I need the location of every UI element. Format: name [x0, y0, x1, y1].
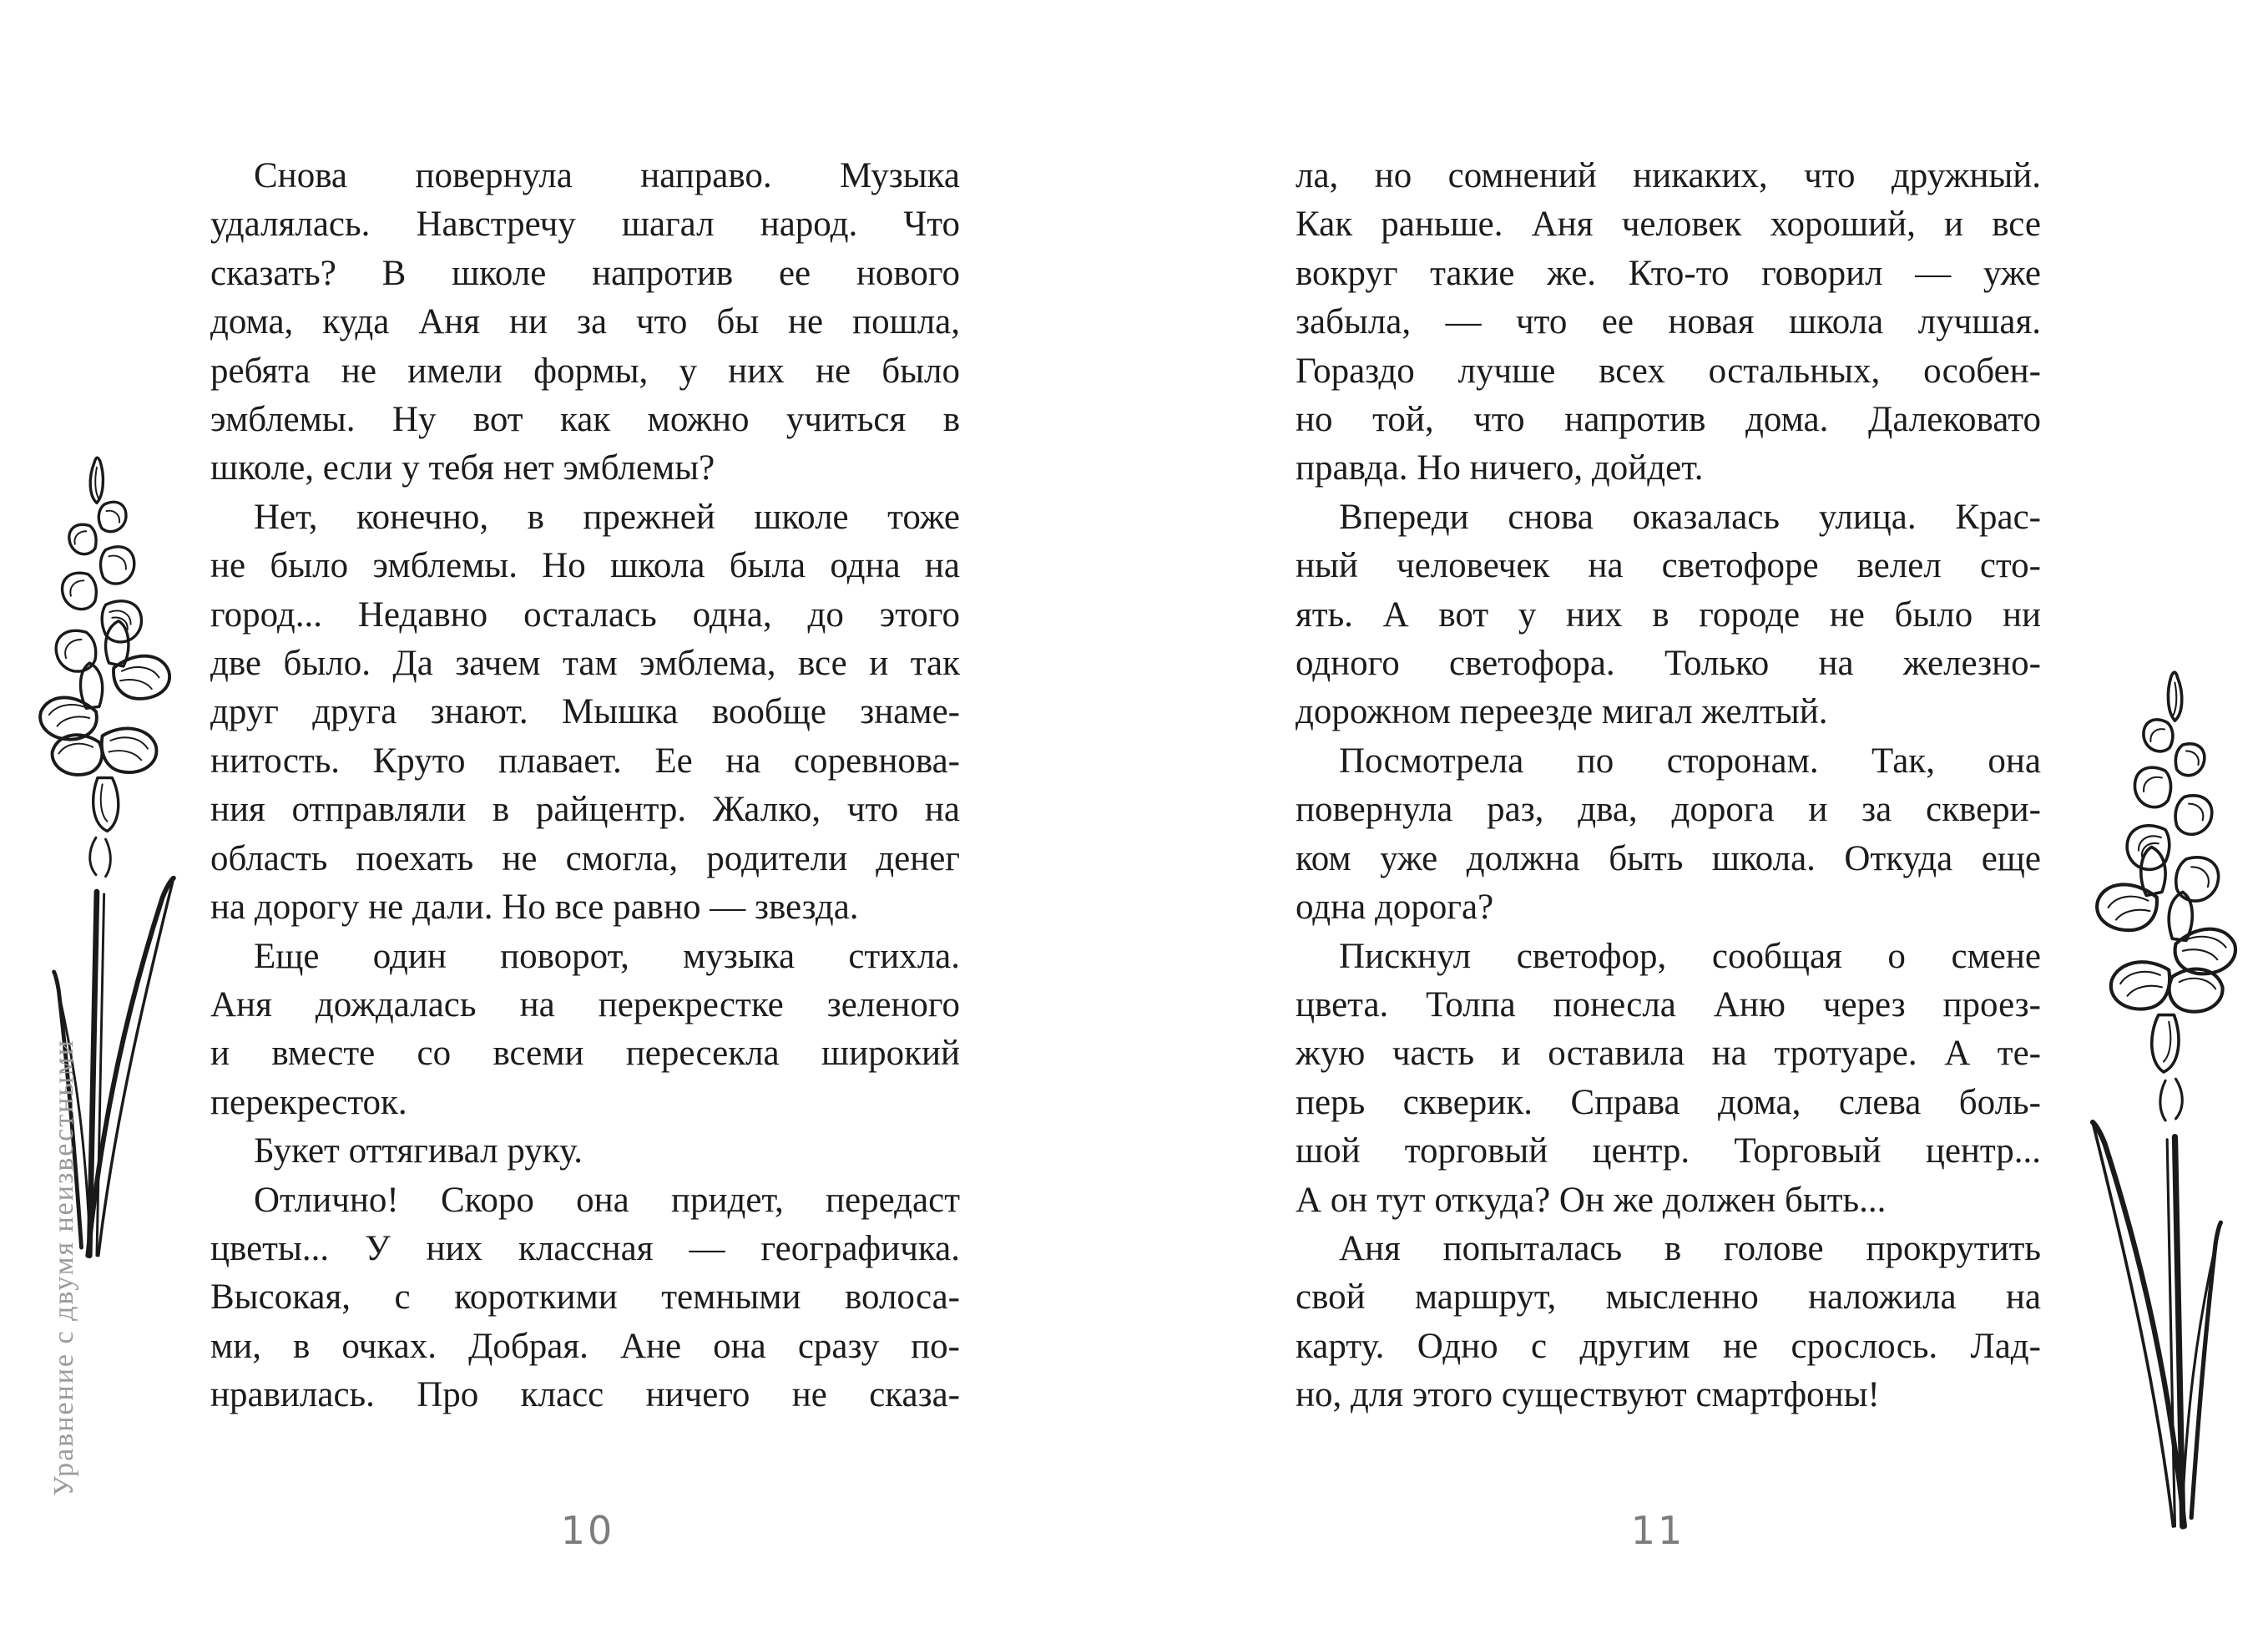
text-line: Еще один поворот, музыка стихла.	[254, 936, 960, 976]
text-line: ребята не имели формы, у них не было	[210, 351, 960, 391]
text-line: свой маршрут, мысленно наложила на	[1296, 1277, 2041, 1318]
paragraph	[1296, 933, 2041, 1225]
text-line: цвета. Толпа понесла Аню через проез-	[1296, 984, 2041, 1024]
text-line: две было. Да зачем там эмблема, все и так	[210, 644, 960, 684]
text-line: ми, в очках. Добрая. Ане она сразу по-	[210, 1326, 960, 1366]
text-line: Посмотрела по сторонам. Так, она	[1339, 741, 2041, 781]
text-line: одна дорога?	[1296, 888, 1494, 928]
page-number-left: 10	[560, 1508, 615, 1553]
text-line: школе, если у тебя нет эмблемы?	[210, 448, 715, 488]
text-line: город... Недавно осталась одна, до этого	[210, 594, 960, 635]
text-line: А он тут откуда? Он же должен быть...	[1296, 1180, 1887, 1220]
text-line: и вместе со всеми пересекла широкий	[210, 1034, 960, 1074]
text-line: область поехать не смогла, родители денег	[210, 838, 960, 878]
text-line: нитость. Круто плавает. Ее на соревнова-	[210, 741, 960, 781]
text-line: но, для этого существуют смартфоны!	[1296, 1375, 1880, 1415]
text-line: Снова повернула направо. Музыка	[254, 156, 960, 195]
text-line: перекресток.	[210, 1082, 407, 1122]
text-line: Отлично! Скоро она придет, передаст	[254, 1180, 960, 1220]
text-line: перь скверик. Справа дома, слева боль-	[1296, 1082, 2041, 1122]
gladiolus-illustration-right	[2068, 639, 2259, 1557]
text-line: шой торговый центр. Торговый центр...	[1296, 1131, 2041, 1171]
text-line: ять. А вот у них в городе не было ни	[1296, 594, 2041, 635]
text-line: Гораздо лучше всех остальных, особен-	[1296, 351, 2041, 391]
text-line: правда. Но ничего, дойдет.	[1296, 448, 1704, 488]
text-line: ком уже должна быть школа. Откуда еще	[1296, 838, 2041, 878]
text-line: Аня дождалась на перекрестке зеленого	[210, 984, 960, 1024]
text-line: карту. Одно с другим не срослось. Лад-	[1296, 1326, 2041, 1366]
paragraph	[1296, 493, 2041, 737]
text-line: одного светофора. Только на железно-	[1296, 644, 2041, 684]
paragraph	[210, 1176, 960, 1420]
text-line: Высокая, с короткими темными волоса-	[210, 1277, 960, 1318]
text-line: ла, но сомнений никаких, что дружный.	[1296, 156, 2041, 195]
text-line: но той, что напротив дома. Далековато	[1296, 400, 2041, 440]
text-line: повернула раз, два, дорога и за сквери-	[1296, 790, 2041, 830]
paragraph	[210, 1127, 960, 1176]
text-line: Нет, конечно, в прежней школе тоже	[254, 497, 960, 537]
text-line: Пискнул светофор, сообщая о смене	[1339, 936, 2041, 976]
page-left-text-column	[210, 152, 960, 1420]
text-line: не было эмблемы. Но школа была одна на	[210, 546, 960, 586]
text-line: забыла, — что ее новая школа лучшая.	[1296, 302, 2041, 342]
text-line: эмблемы. Ну вот как можно учиться в	[210, 400, 960, 440]
text-line: жую часть и оставила на тротуаре. А те-	[1296, 1034, 2041, 1074]
paragraph	[210, 493, 960, 933]
text-line: Впереди снова оказалась улица. Крас-	[1339, 497, 2041, 537]
page-number-right: 11	[1630, 1508, 1685, 1553]
book-title-vertical: Уравнение с двумя неизвестными	[48, 1039, 79, 1496]
gladiolus-illustration-left	[18, 444, 196, 1267]
text-line: Аня попыталась в голове прокрутить	[1339, 1228, 2041, 1268]
text-line: друг друга знают. Мышка вообще знаме-	[210, 692, 960, 732]
text-line: Как раньше. Аня человек хороший, и все	[1296, 205, 2041, 245]
page-right-text-column	[1296, 152, 2041, 1420]
text-line: дорожном переезде мигал желтый.	[1296, 692, 1828, 732]
text-line: ный человечек на светофоре велел сто-	[1296, 546, 2041, 586]
paragraph	[1296, 152, 2041, 493]
paragraph	[1296, 737, 2041, 933]
text-line: Букет оттягивал руку.	[254, 1131, 583, 1171]
text-line: удалялась. Навстречу шагал народ. Что	[210, 205, 960, 245]
paragraph	[1296, 1225, 2041, 1420]
text-line: цветы... У них классная — географичка.	[210, 1228, 960, 1268]
text-line: ния отправляли в райцентр. Жалко, что на	[210, 790, 960, 830]
text-line: нравилась. Про класс ничего не сказа-	[210, 1375, 960, 1415]
paragraph	[210, 933, 960, 1128]
text-line: вокруг такие же. Кто-то говорил — уже	[1296, 253, 2041, 293]
paragraph	[210, 152, 960, 493]
text-line: на дорогу не дали. Но все равно — звезда.	[210, 888, 859, 928]
text-line: сказать? В школе напротив ее нового	[210, 253, 960, 293]
text-line: дома, куда Аня ни за что бы не пошла,	[210, 302, 960, 342]
